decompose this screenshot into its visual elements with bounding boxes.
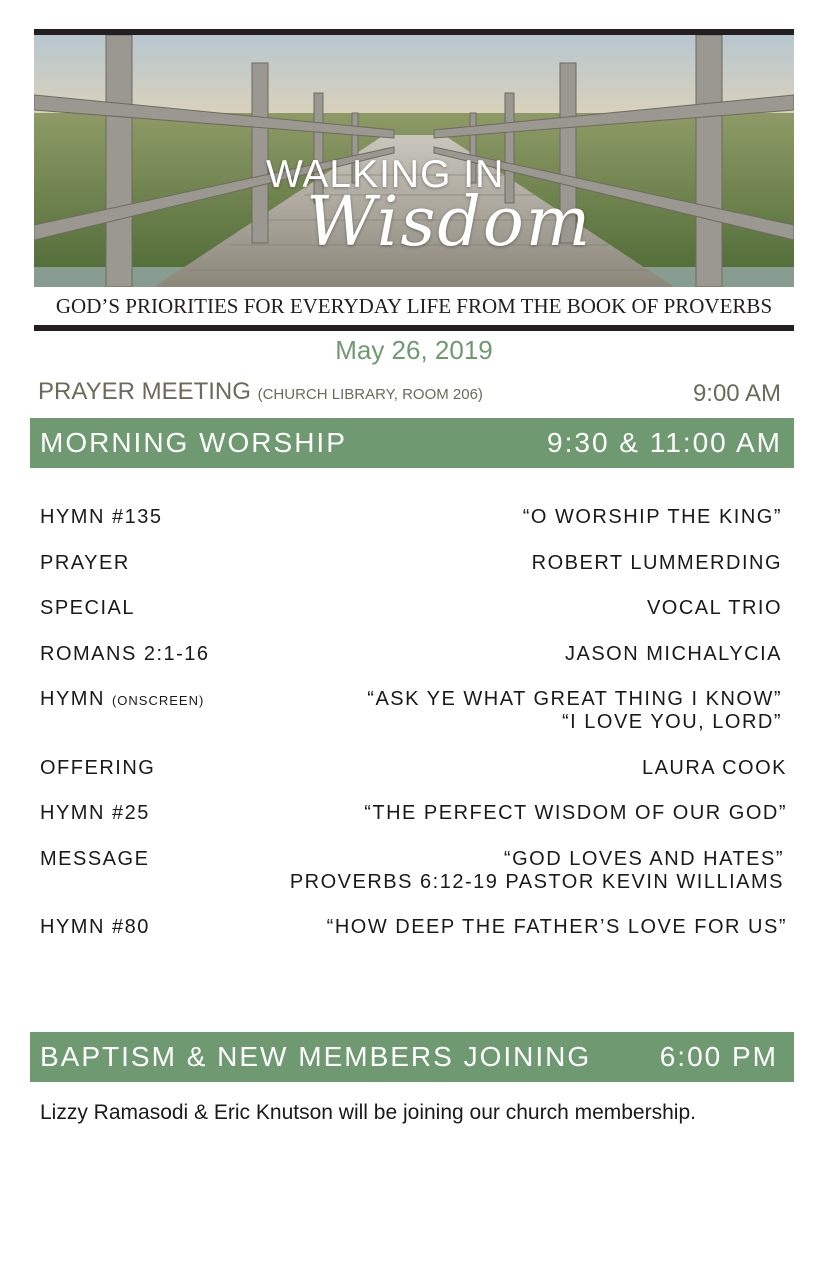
prayer-meeting-label: PRAYER MEETING [38, 378, 251, 405]
service-item-value [364, 802, 787, 825]
service-date: May 26, 2019 [335, 335, 493, 365]
service-item-value-line: LAURA COOK [641, 757, 787, 779]
prayer-meeting-location: (CHURCH LIBRARY, ROOM 206) [257, 386, 483, 403]
service-item-label: HYMN #80 [40, 916, 150, 938]
service-item-value [565, 643, 782, 666]
service-item-value [367, 688, 782, 734]
service-item-value-line: “HOW DEEP THE FATHER’S LOVE FOR US” [326, 916, 787, 938]
morning-worship-time: 9:30 & 11:00 AM [547, 427, 782, 458]
service-item-value [642, 757, 787, 780]
service-item-value [327, 916, 787, 939]
banner-image [34, 35, 794, 287]
bottom-rule [34, 325, 794, 331]
service-item-label: HYMN #25 [40, 802, 150, 824]
service-item-label: HYMN #135 [40, 506, 163, 528]
service-item-value-line: ROBERT LUMMERDING [531, 552, 782, 574]
prayer-meeting-time: 9:00 AM [692, 380, 781, 407]
service-item-label [40, 688, 204, 711]
series-subtitle: GOD’S PRIORITIES FOR EVERYDAY LIFE FROM THE BOOK OF PROVERBS [55, 294, 773, 318]
service-item-value [290, 848, 784, 894]
service-item-value [647, 597, 782, 620]
banner-title-line2: Wisdom [306, 183, 593, 262]
membership-note: Lizzy Ramasodi & Eric Knutson will be joining our church membership. [40, 1101, 696, 1124]
service-item-label-text: HYMN [40, 688, 105, 710]
service-item-value [523, 506, 782, 529]
service-item-value-line: “ASK YE WHAT GREAT THING I KNOW” [367, 688, 782, 710]
morning-worship-title: MORNING WORSHIP [40, 427, 347, 458]
baptism-header [30, 1032, 794, 1082]
service-item-value [532, 552, 782, 575]
service-item-value-line: “THE PERFECT WISDOM OF OUR GOD” [364, 802, 787, 824]
service-item-value-line: “GOD LOVES AND HATES” [503, 848, 784, 870]
banner-title-line1: WALKING IN [266, 153, 505, 196]
baptism-time: 6:00 PM [659, 1041, 778, 1072]
service-item-label: PRAYER [40, 552, 130, 574]
baptism-title: BAPTISM & NEW MEMBERS JOINING [40, 1041, 592, 1072]
morning-worship-header [30, 418, 794, 468]
prayer-meeting [38, 378, 483, 406]
service-item-value-line: “I LOVE YOU, LORD” [561, 711, 782, 733]
service-item-note: (ONSCREEN) [111, 693, 205, 708]
service-item-value-line: VOCAL TRIO [646, 597, 782, 619]
service-item-label: OFFERING [40, 757, 156, 779]
service-item-value-line: “O WORSHIP THE KING” [522, 506, 782, 528]
service-item-label: MESSAGE [40, 848, 150, 870]
service-item-label: ROMANS 2:1-16 [40, 643, 210, 665]
banner-title [34, 35, 794, 287]
service-item-value-line: JASON MICHALYCIA [565, 643, 782, 665]
service-item-label: SPECIAL [40, 597, 135, 619]
service-item-value-line: PROVERBS 6:12-19 PASTOR KEVIN WILLIAMS [289, 871, 784, 893]
